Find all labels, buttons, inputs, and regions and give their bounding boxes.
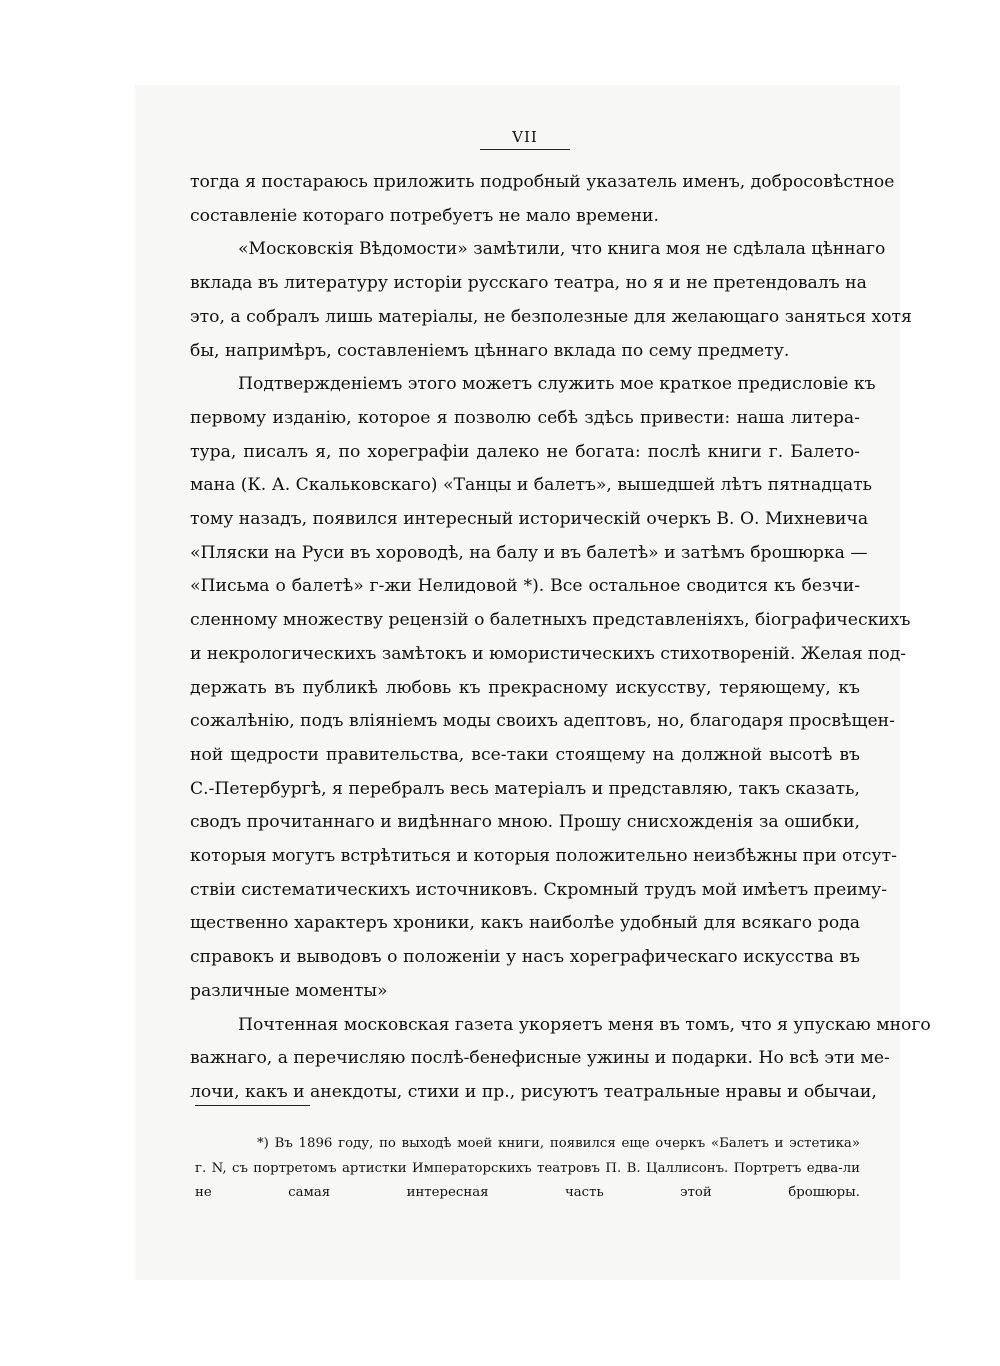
text-line: составленіе котораго потребуетъ не мало времени. xyxy=(190,205,659,226)
page-number: VII xyxy=(512,128,538,146)
text-line: сводъ прочитаннаго и видѣннаго мною. Прошу снисхожденія за ошибки, xyxy=(190,812,860,833)
text-line: которыя могутъ встрѣтиться и которыя положительно неизбѣжны при отсут- xyxy=(190,846,897,867)
text-line: ной щедрости правительства, все-таки стоящему на должной высотѣ въ xyxy=(190,744,860,765)
footnote xyxy=(195,1132,860,1206)
text-line: Почтенная московская газета укоряетъ меня въ томъ, что я упускаю много xyxy=(238,1014,931,1035)
page-number-rule xyxy=(480,149,570,150)
text-line: различные моменты» xyxy=(190,980,388,1001)
paragraph-4 xyxy=(190,1009,931,1110)
text-line: держать въ публикѣ любовь къ прекрасному искусству, теряющему, къ xyxy=(190,677,860,698)
body-text xyxy=(190,166,931,1110)
text-line: Подтвержденіемъ этого можетъ служить мое краткое предисловіе къ xyxy=(238,374,876,395)
paragraph-3 xyxy=(190,368,911,1008)
text-line: вклада въ литературу исторіи русскаго театра, но я и не претендовалъ на xyxy=(190,273,867,294)
text-line: и некрологическихъ замѣтокъ и юмористическихъ стихотвореній. Желая под- xyxy=(190,643,907,664)
footnote-line: г. N, съ портретомъ артистки Императорскихъ театровъ П. В. Цаллисонъ. Портретъ едва-ли xyxy=(195,1160,860,1176)
text-line: тому назадъ, появился интересный историческій очеркъ В. О. Михневича xyxy=(190,509,869,530)
text-line: С.-Петербургѣ, я перебралъ весь матеріалъ и представляю, такъ сказать, xyxy=(190,778,861,799)
footnote-rule xyxy=(195,1105,310,1106)
text-line: ствіи систематическихъ источниковъ. Скромный трудъ мой имѣетъ преиму- xyxy=(190,879,888,900)
text-line: это, а собралъ лишь матеріалы, не безполезные для желающаго заняться хотя xyxy=(190,306,912,327)
text-line: мана (К. А. Скальковскаго) «Танцы и балетъ», вышедшей лѣтъ пятнадцать xyxy=(190,475,872,496)
text-line: «Московскія Вѣдомости» замѣтили, что книга моя не сдѣлала цѣннаго xyxy=(238,239,886,260)
text-line: сожалѣнію, подъ вліяніемъ моды своихъ адептовъ, но, благодаря просвѣщен- xyxy=(190,711,895,732)
text-line: щественно характеръ хроники, какъ наиболѣе удобный для всякаго рода xyxy=(190,913,860,934)
text-line: лочи, какъ и анекдоты, стихи и пр., рисуютъ театральные нравы и обычаи, xyxy=(190,1081,877,1102)
text-line: «Пляски на Руси въ хороводѣ, на балу и въ балетѣ» и затѣмъ брошюрка — xyxy=(190,542,868,563)
text-line: важнаго, а перечисляю послѣ-бенефисные ужины и подарки. Но всѣ эти ме- xyxy=(190,1048,890,1069)
text-line: тура, писалъ я, по хореграфіи далеко не богата: послѣ книги г. Балето- xyxy=(190,441,860,462)
text-line: справокъ и выводовъ о положеніи у насъ хореграфическаго искусства въ xyxy=(190,947,860,968)
footnote-line: *) Въ 1896 году, по выходѣ моей книги, появился еще очеркъ «Балетъ и эстетика» xyxy=(257,1136,860,1151)
text-line: «Письма о балетѣ» г-жи Нелидовой *). Все остальное сводится къ безчи- xyxy=(190,576,860,597)
text-line: тогда я постараюсь приложить подробный указатель именъ, добросовѣстное xyxy=(190,172,895,192)
text-line: первому изданію, которое я позволю себѣ здѣсь привести: наша литера- xyxy=(190,407,860,428)
paragraph-2 xyxy=(190,233,912,368)
paragraph-1 xyxy=(190,166,895,233)
footnote-line: не самая интересная часть этой брошюры. xyxy=(195,1185,860,1200)
text-line: сленному множеству рецензій о балетныхъ представленіяхъ, біографическихъ xyxy=(190,610,911,631)
text-line: бы, напримѣръ, составленіемъ цѣннаго вклада по сему предмету. xyxy=(190,340,790,361)
